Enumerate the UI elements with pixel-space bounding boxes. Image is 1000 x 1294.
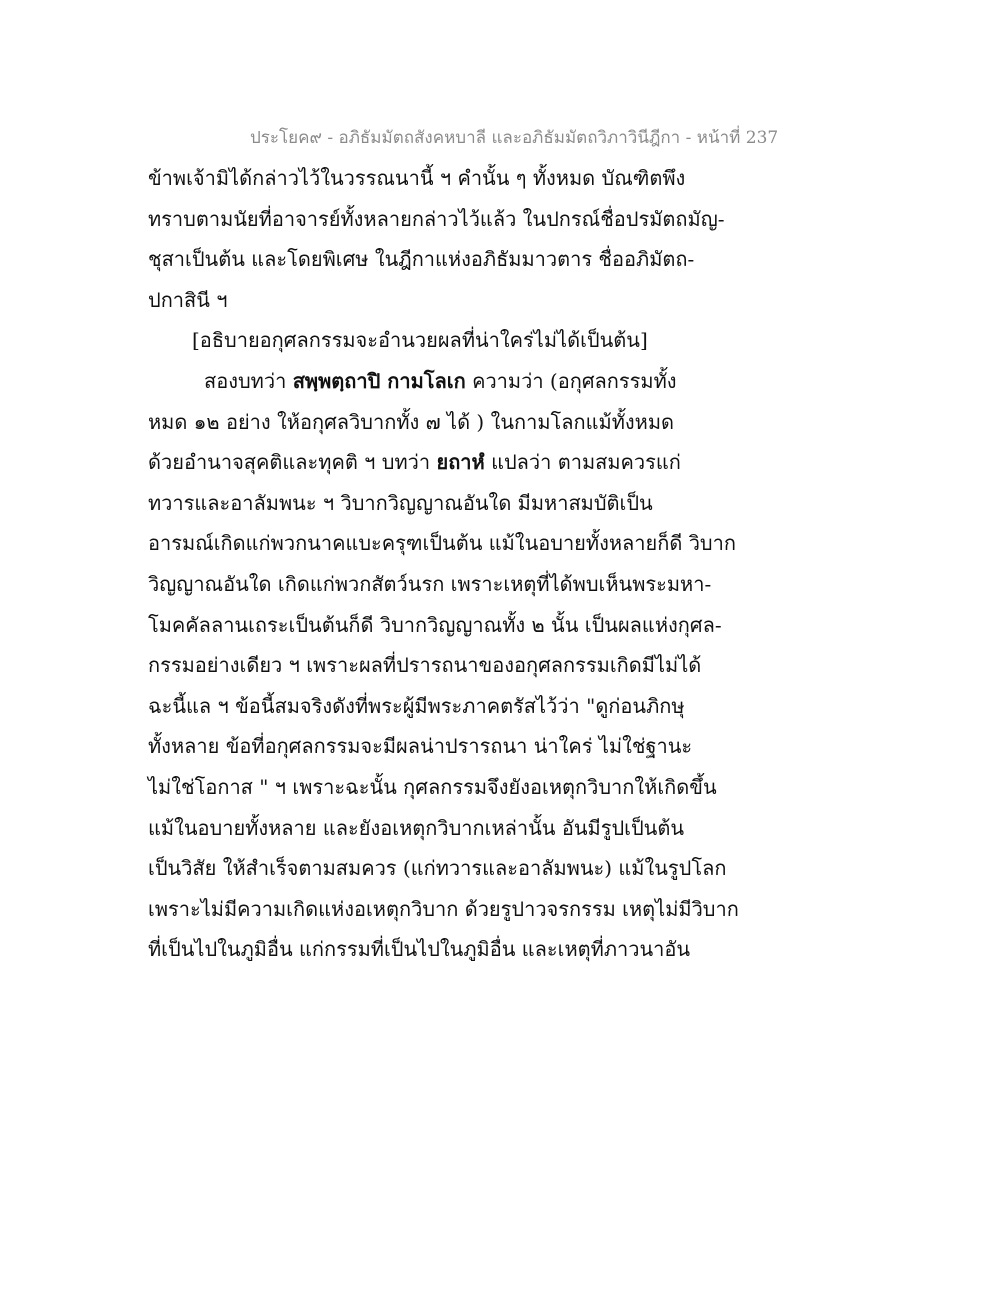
text-line: เป็นวิสัย ให้สำเร็จตามสมควร (แก่ทวารและอาลัมพนะ) แม้ในรูปโลก [148,856,727,881]
text-line: ทราบตามนัยที่อาจารย์ทั้งหลายกล่าวไว้แล้ว ในปกรณ์ชื่อปรมัตถมัญ- [148,206,725,231]
text-line: อารมณ์เกิดแก่พวกนาคแบะครุฑเป็นต้น แม้ในอบายทั้งหลายก็ดี วิบาก [148,531,736,556]
text-line: เพราะไม่มีความเกิดแห่งอเหตุกวิบาก ด้วยรูปาวจรกรรม เหตุไม่มีวิบาก [148,896,739,921]
text-line: กรรมอย่างเดียว ฯ เพราะผลที่ปรารถนาของอกุศลกรรมเกิดมีไม่ได้ [148,653,702,678]
text-line [148,361,728,402]
text-line: ฉะนี้แล ฯ ข้อนี้สมจริงดังที่พระผู้มีพระภาคตรัสไว้ว่า "ดูก่อนภิกษุ [148,693,685,718]
pali-term: ยถาหํ [436,450,485,475]
text-span: ด้วยอำนาจสุคติและทุคติ ฯ บทว่า [148,450,437,475]
text-line: ที่เป็นไปในภูมิอื่น แก่กรรมที่เป็นไปในภูมิอื่น และเหตุที่ภาวนาอัน [148,937,691,962]
text-span: แปลว่า ตามสมควรแก่ [484,450,681,475]
running-header: ประโยค๙ - อภิธัมมัตถสังคหบาลี และอภิธัมมัตถวิภาวินีฎีกา - หน้าที่ 237 [250,128,779,148]
body-text [148,158,739,970]
text-line: หมด ๑๒ อย่าง ให้อกุศลวิบากทั้ง ๗ ได้ ) ในกามโลกแม้ทั้งหมด [148,409,675,434]
section-heading: [อธิบายอกุศลกรรมจะอำนวยผลที่น่าใคร่ไม่ได้เป็นต้น] [192,328,648,353]
text-line: แม้ในอบายทั้งหลาย และยังอเหตุกวิบากเหล่านั้น อันมีรูปเป็นต้น [148,815,685,840]
text-line [148,442,728,483]
pali-term: สพฺพตฺถาปิ กามโลเก [292,368,466,393]
text-line: ชุสาเป็นต้น และโดยพิเศษ ในฎีกาแห่งอภิธัมมาวตาร ชื่ออภิมัตถ- [148,247,695,272]
text-line: ทั้งหลาย ข้อที่อกุศลกรรมจะมีผลน่าปรารถนา น่าใคร่ ไม่ใช่ฐานะ [148,734,693,759]
text-line: ทวารและอาลัมพนะ ฯ วิบากวิญญาณอันใด มีมหาสมบัติเป็น [148,490,653,515]
text-line: วิญญาณอันใด เกิดแก่พวกสัตว์นรก เพราะเหตุที่ได้พบเห็นพระมหา- [148,571,712,596]
text-line: ปกาสินี ฯ [148,287,228,312]
text-line: โมคคัลลานเถระเป็นต้นก็ดี วิบากวิญญาณทั้ง ๒ นั้น เป็นผลแห่งกุศล- [148,612,722,637]
text-span: ความว่า (อกุศลกรรมทั้ง [465,368,677,393]
text-line: ข้าพเจ้ามิได้กล่าวไว้ในวรรณนานี้ ฯ คำนั้น ๆ ทั้งหมด บัณฑิตพึง [148,166,686,190]
text-line: ไม่ใช่โอกาส " ฯ เพราะฉะนั้น กุศลกรรมจึงยังอเหตุกวิบากให้เกิดขึ้น [148,774,717,799]
text-span: สองบทว่า [204,368,293,393]
